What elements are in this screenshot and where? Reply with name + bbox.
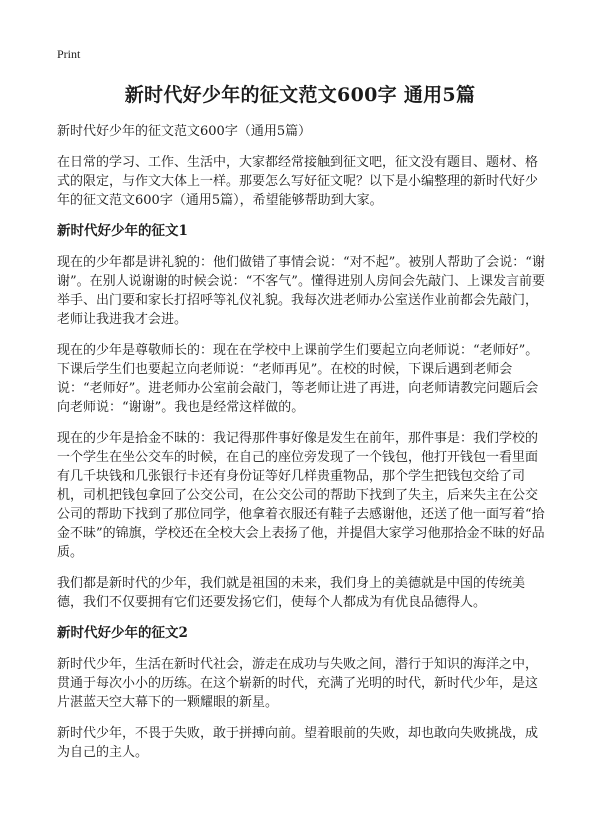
paragraph: 新时代少年，生活在新时代社会，游走在成功与失败之间，潜行于知识的海洋之中，贯通于每次小小的历练。在这个崭新的时代，充满了光明的时代，新时代少年，是这片湛蓝天空大幕下的一颗耀眼的新星。 (57, 657, 539, 710)
article-body (57, 122, 547, 774)
intro-paragraph: 在日常的学习、工作、生活中，大家都经常接触到征文吧，征文没有题目、题材、格式的限定，与作文大体上一样。那要怎么写好征文呢？以下是小编整理的新时代好少年的征文范文600字（通用5篇），希望能够帮助到大家。 (57, 155, 539, 208)
paragraph: 现在的少年是拾金不昧的：我记得那件事好像是发生在前年，那件事是：我们学校的一个学生在坐公交车的时候，在自己的座位旁发现了一个钱包，他打开钱包一看里面有几千块钱和几张银行卡还有身份证等好几样贵重物品，那个学生把钱包交给了司机，司机把钱包拿回了公交公司，在公交公司的帮助下找到了失主，后来失主在公交公司的帮助下找到了那位同学，他拿着衣服还有鞋子去感谢他，还送了他一面写着“拾金不昧”的锦旗，学校还在全校大会上表扬了他，并提倡大家学习他那拾金不昧的好品质。 (57, 431, 545, 560)
print-link[interactable]: Print (57, 47, 81, 61)
section-heading-2: 新时代好少年的征文2 (57, 625, 188, 641)
page-title: 新时代好少年的征文范文600字 通用5篇 (124, 84, 476, 106)
paragraph: 新时代少年，不畏于失败，敢于拼搏向前。望着眼前的失败，却也敢向失败挑战，成为自己的主人。 (57, 726, 539, 760)
paragraph: 现在的少年都是讲礼貌的：他们做错了事情会说：“对不起”。被别人帮助了会说：“谢谢”。在别人说谢谢的时候会说：“不客气”。懂得进别人房间会先敲门、上课发言前要举手、出门要和家长打招呼等礼仪礼貌。我每次进老师办公室送作业前都会先敲门，老师让我进我才会进。 (57, 255, 545, 327)
paragraph: 我们都是新时代的少年，我们就是祖国的未来，我们身上的美德就是中国的传统美德，我们不仅要拥有它们还要发扬它们，使每个人都成为有优良品德得人。 (57, 576, 526, 610)
article-subtitle: 新时代好少年的征文范文600字（通用5篇） (57, 124, 312, 139)
section-heading-1: 新时代好少年的征文1 (57, 223, 188, 239)
paragraph: 现在的少年是尊敬师长的：现在在学校中上课前学生们要起立向老师说：“老师好”。下课后学生们也要起立向老师说：“老师再见”。在校的时候，下课后遇到老师会说：“老师好”。进老师办公室前会敲门，等老师让进了再进，向老师请教完问题后会向老师说：“谢谢”。我也是经常这样做的。 (57, 343, 539, 415)
